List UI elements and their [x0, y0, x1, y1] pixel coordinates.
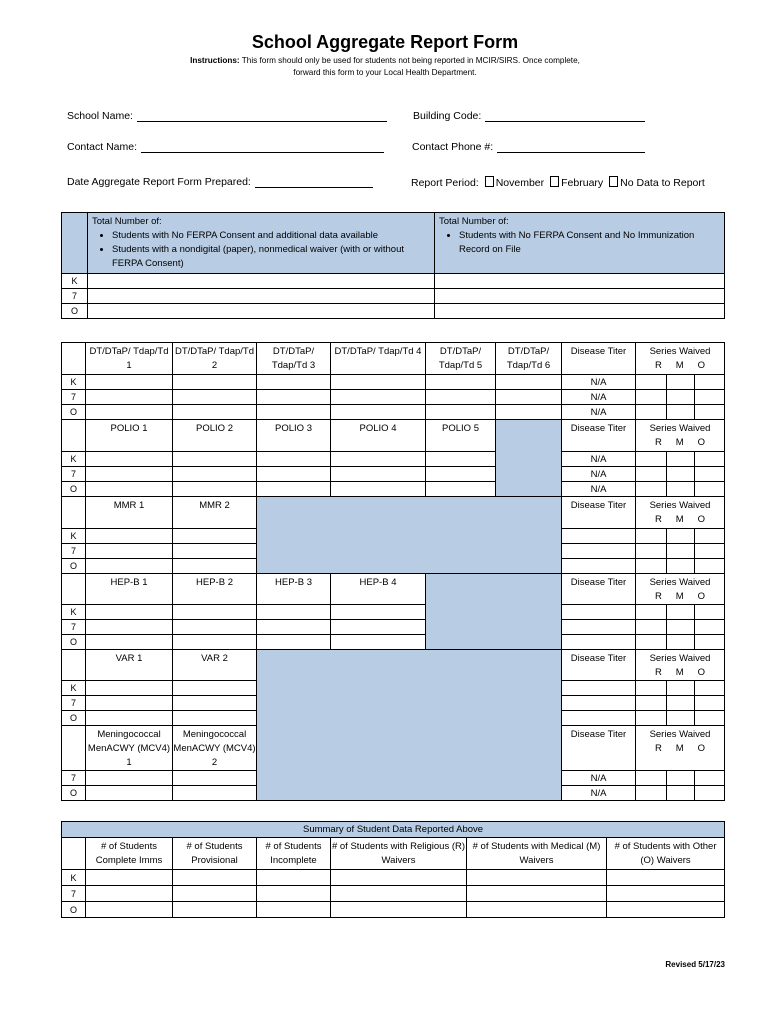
input-cell[interactable]	[607, 886, 725, 902]
summary-medical-header: # of Students with Medical (M) Waivers	[467, 838, 607, 870]
input-cell[interactable]	[562, 605, 636, 620]
input-cell[interactable]	[86, 405, 173, 420]
input-cell[interactable]	[257, 482, 331, 497]
input-cell[interactable]	[667, 390, 695, 405]
row-label: K	[62, 870, 86, 886]
rmo-label: R	[654, 743, 662, 754]
school-name-label: School Name:	[67, 110, 133, 122]
input-cell[interactable]	[257, 870, 331, 886]
rmo-label: R	[654, 591, 662, 602]
disease-titer-header: Disease Titer	[562, 343, 636, 375]
input-cell[interactable]	[257, 390, 331, 405]
input-cell[interactable]	[467, 902, 607, 918]
row-label: K	[62, 605, 86, 620]
input-cell[interactable]	[173, 452, 257, 467]
row-label: O	[62, 711, 86, 726]
summary-incomplete-header: # of Students Incomplete	[257, 838, 331, 870]
polio-5-header: POLIO 5	[426, 420, 496, 452]
hepb-3-header: HEP-B 3	[257, 574, 331, 605]
building-code-field	[413, 110, 645, 122]
input-cell[interactable]	[562, 696, 636, 711]
contact-name-label: Contact Name:	[67, 141, 138, 153]
na-cell: N/A	[562, 467, 636, 482]
checkbox-icon[interactable]	[609, 176, 618, 187]
rmo-label: M	[675, 437, 684, 448]
disease-titer-header: Disease Titer	[562, 650, 636, 681]
rmo-label: R	[654, 360, 662, 371]
rmo-label: R	[654, 514, 662, 525]
input-cell[interactable]	[331, 390, 426, 405]
polio-3-header: POLIO 3	[257, 420, 331, 452]
input-cell[interactable]	[257, 605, 331, 620]
input-cell[interactable]	[86, 635, 173, 650]
input-cell[interactable]	[636, 605, 667, 620]
input-cell[interactable]	[257, 620, 331, 635]
input-cell[interactable]	[86, 544, 173, 559]
row-label: K	[62, 274, 88, 289]
input-cell[interactable]	[667, 452, 695, 467]
input-cell[interactable]	[667, 559, 695, 574]
blank-cell	[62, 726, 86, 771]
contact-name-field	[67, 141, 384, 153]
input-cell[interactable]	[636, 771, 667, 786]
ferpa-left-title: Total Number of:	[92, 216, 162, 227]
row-label: K	[62, 681, 86, 696]
checkbox-icon[interactable]	[485, 176, 494, 187]
row-label: 7	[62, 886, 86, 902]
series-waived-label: Series Waived	[649, 653, 711, 664]
input-cell[interactable]	[173, 529, 257, 544]
polio-2-header: POLIO 2	[173, 420, 257, 452]
input-cell[interactable]	[173, 696, 257, 711]
row-label: O	[62, 304, 88, 319]
na-cell: N/A	[562, 375, 636, 390]
input-cell[interactable]	[173, 681, 257, 696]
input-cell[interactable]	[426, 375, 496, 390]
input-cell[interactable]	[331, 870, 467, 886]
contact-phone-input[interactable]	[497, 142, 645, 153]
dtap-3-header: DT/DTaP/ Tdap/Td 3	[257, 343, 331, 375]
na-cell: N/A	[562, 452, 636, 467]
input-cell[interactable]	[695, 405, 725, 420]
row-label: 7	[62, 620, 86, 635]
input-cell[interactable]	[695, 711, 725, 726]
input-cell[interactable]	[257, 467, 331, 482]
input-cell[interactable]	[667, 696, 695, 711]
input-cell[interactable]	[636, 529, 667, 544]
input-cell[interactable]	[636, 635, 667, 650]
input-cell[interactable]	[257, 375, 331, 390]
input-cell[interactable]	[667, 620, 695, 635]
input-cell[interactable]	[636, 405, 667, 420]
input-cell[interactable]	[173, 467, 257, 482]
ferpa-right-header	[435, 213, 725, 274]
input-cell[interactable]	[331, 620, 426, 635]
input-cell[interactable]	[695, 605, 725, 620]
input-cell[interactable]	[667, 681, 695, 696]
mmr-1-header: MMR 1	[86, 497, 173, 529]
input-cell[interactable]	[496, 375, 562, 390]
input-cell[interactable]	[173, 771, 257, 786]
input-cell[interactable]	[636, 390, 667, 405]
checkbox-icon[interactable]	[550, 176, 559, 187]
period-no-data[interactable]	[609, 177, 705, 189]
input-cell[interactable]	[331, 902, 467, 918]
input-cell[interactable]	[86, 786, 173, 801]
disease-titer-header: Disease Titer	[562, 726, 636, 771]
shaded-cell	[496, 420, 562, 497]
vaccine-table	[61, 342, 725, 801]
row-label: 7	[62, 696, 86, 711]
na-cell: N/A	[562, 482, 636, 497]
row-label: O	[62, 635, 86, 650]
input-cell[interactable]	[331, 605, 426, 620]
input-cell[interactable]	[86, 870, 173, 886]
blank-cell	[62, 574, 86, 605]
input-cell[interactable]	[86, 771, 173, 786]
rmo-label: M	[675, 743, 684, 754]
disease-titer-header: Disease Titer	[562, 420, 636, 452]
input-cell[interactable]	[435, 289, 725, 304]
summary-provisional-header: # of Students Provisional	[173, 838, 257, 870]
period-november-label: November	[495, 177, 545, 189]
rmo-label: O	[697, 360, 706, 371]
report-period-label: Report Period:	[411, 177, 479, 189]
row-label: 7	[62, 544, 86, 559]
input-cell[interactable]	[667, 771, 695, 786]
dtap-2-header: DT/DTaP/ Tdap/Td 2	[173, 343, 257, 375]
input-cell[interactable]	[86, 681, 173, 696]
revised-date: Revised 5/17/23	[665, 960, 725, 969]
input-cell[interactable]	[86, 559, 173, 574]
input-cell[interactable]	[331, 452, 426, 467]
input-cell[interactable]	[695, 452, 725, 467]
series-waived-header	[636, 343, 725, 375]
input-cell[interactable]	[426, 390, 496, 405]
input-cell[interactable]	[173, 559, 257, 574]
input-cell[interactable]	[636, 559, 667, 574]
input-cell[interactable]	[636, 544, 667, 559]
polio-1-header: POLIO 1	[86, 420, 173, 452]
input-cell[interactable]	[426, 467, 496, 482]
dtap-5-header: DT/DTaP/ Tdap/Td 5	[426, 343, 496, 375]
input-cell[interactable]	[331, 886, 467, 902]
period-february[interactable]	[550, 177, 603, 189]
row-label: K	[62, 529, 86, 544]
input-cell[interactable]	[695, 620, 725, 635]
input-cell[interactable]	[695, 544, 725, 559]
contact-phone-field	[412, 141, 645, 153]
input-cell[interactable]	[257, 452, 331, 467]
rmo-label: R	[654, 437, 662, 448]
input-cell[interactable]	[331, 467, 426, 482]
building-code-input[interactable]	[485, 111, 645, 122]
dtap-4-header: DT/DTaP/ Tdap/Td 4	[331, 343, 426, 375]
series-waived-header	[636, 574, 725, 605]
series-waived-header	[636, 726, 725, 771]
input-cell[interactable]	[331, 375, 426, 390]
input-cell[interactable]	[467, 870, 607, 886]
input-cell[interactable]	[636, 786, 667, 801]
disease-titer-header: Disease Titer	[562, 574, 636, 605]
input-cell[interactable]	[667, 544, 695, 559]
row-label: O	[62, 786, 86, 801]
rmo-label: O	[697, 514, 706, 525]
building-code-label: Building Code:	[413, 110, 482, 122]
input-cell[interactable]	[88, 304, 435, 319]
contact-phone-label: Contact Phone #:	[412, 141, 494, 153]
instructions	[180, 55, 590, 79]
row-label: K	[62, 452, 86, 467]
blank-cell	[62, 650, 86, 681]
input-cell[interactable]	[86, 902, 173, 918]
input-cell[interactable]	[86, 605, 173, 620]
shaded-cell	[426, 574, 562, 650]
input-cell[interactable]	[257, 405, 331, 420]
var-1-header: VAR 1	[86, 650, 173, 681]
date-prepared-field	[67, 176, 373, 188]
input-cell[interactable]	[173, 605, 257, 620]
var-2-header: VAR 2	[173, 650, 257, 681]
input-cell[interactable]	[562, 620, 636, 635]
form-title: School Aggregate Report Form	[251, 32, 519, 52]
input-cell[interactable]	[562, 529, 636, 544]
dtap-1-header: DT/DTaP/ Tdap/Td 1	[86, 343, 173, 375]
input-cell[interactable]	[695, 696, 725, 711]
ferpa-right-title: Total Number of:	[439, 216, 509, 227]
input-cell[interactable]	[426, 452, 496, 467]
input-cell[interactable]	[562, 544, 636, 559]
input-cell[interactable]	[88, 289, 435, 304]
series-waived-header	[636, 497, 725, 529]
na-cell: N/A	[562, 771, 636, 786]
na-cell: N/A	[562, 390, 636, 405]
row-label: K	[62, 375, 86, 390]
input-cell[interactable]	[173, 544, 257, 559]
input-cell[interactable]	[636, 452, 667, 467]
contact-name-input[interactable]	[141, 142, 384, 153]
summary-other-header: # of Students with Other (O) Waivers	[607, 838, 725, 870]
date-prepared-input[interactable]	[255, 177, 373, 188]
input-cell[interactable]	[86, 482, 173, 497]
input-cell[interactable]	[86, 711, 173, 726]
rmo-label: M	[675, 591, 684, 602]
input-cell[interactable]	[667, 375, 695, 390]
row-label: 7	[62, 771, 86, 786]
row-label: 7	[62, 467, 86, 482]
input-cell[interactable]	[86, 529, 173, 544]
input-cell[interactable]	[496, 390, 562, 405]
input-cell[interactable]	[257, 902, 331, 918]
input-cell[interactable]	[695, 635, 725, 650]
rmo-label: O	[697, 667, 706, 678]
input-cell[interactable]	[562, 681, 636, 696]
input-cell[interactable]	[173, 786, 257, 801]
ferpa-left-header	[88, 213, 435, 274]
input-cell[interactable]	[426, 482, 496, 497]
row-label: O	[62, 405, 86, 420]
input-cell[interactable]	[695, 681, 725, 696]
input-cell[interactable]	[695, 482, 725, 497]
date-prepared-label: Date Aggregate Report Form Prepared:	[67, 176, 251, 188]
period-no-data-label: No Data to Report	[620, 177, 705, 189]
input-cell[interactable]	[496, 405, 562, 420]
series-waived-header	[636, 650, 725, 681]
row-label: O	[62, 559, 86, 574]
input-cell[interactable]	[562, 635, 636, 650]
input-cell[interactable]	[86, 390, 173, 405]
input-cell[interactable]	[331, 405, 426, 420]
school-name-input[interactable]	[137, 111, 387, 122]
report-period-field	[411, 176, 705, 189]
rmo-label: O	[697, 437, 706, 448]
input-cell[interactable]	[695, 559, 725, 574]
input-cell[interactable]	[667, 635, 695, 650]
disease-titer-header: Disease Titer	[562, 497, 636, 529]
input-cell[interactable]	[257, 635, 331, 650]
input-cell[interactable]	[667, 529, 695, 544]
summary-religious-header: # of Students with Religious (R) Waivers	[331, 838, 467, 870]
series-waived-header	[636, 420, 725, 452]
input-cell[interactable]	[331, 635, 426, 650]
input-cell[interactable]	[426, 405, 496, 420]
series-waived-label: Series Waived	[649, 346, 711, 357]
input-cell[interactable]	[607, 902, 725, 918]
input-cell[interactable]	[562, 559, 636, 574]
row-label: 7	[62, 390, 86, 405]
men-1-header: Meningococcal MenACWY (MCV4) 1	[86, 726, 173, 771]
men-2-header: Meningococcal MenACWY (MCV4) 2	[173, 726, 257, 771]
input-cell[interactable]	[667, 405, 695, 420]
ferpa-left-item: • Students with a nondigital (paper), nonmedical waiver (with or without FERPA Consent)	[112, 243, 430, 271]
school-name-field	[67, 110, 387, 122]
input-cell[interactable]	[467, 886, 607, 902]
na-cell: N/A	[562, 786, 636, 801]
ferpa-corner	[62, 213, 88, 274]
input-cell[interactable]	[636, 482, 667, 497]
input-cell[interactable]	[86, 696, 173, 711]
blank-cell	[62, 343, 86, 375]
rmo-label: M	[675, 360, 684, 371]
mmr-2-header: MMR 2	[173, 497, 257, 529]
input-cell[interactable]	[636, 620, 667, 635]
input-cell[interactable]	[695, 375, 725, 390]
rmo-label: M	[675, 667, 684, 678]
ferpa-table	[61, 212, 725, 319]
input-cell[interactable]	[667, 605, 695, 620]
input-cell[interactable]	[435, 274, 725, 289]
hepb-1-header: HEP-B 1	[86, 574, 173, 605]
instructions-label: Instructions:	[190, 56, 240, 65]
period-february-label: February	[561, 177, 604, 189]
hepb-2-header: HEP-B 2	[173, 574, 257, 605]
input-cell[interactable]	[667, 711, 695, 726]
summary-title: Summary of Student Data Reported Above	[62, 822, 725, 838]
input-cell[interactable]	[636, 696, 667, 711]
input-cell[interactable]	[695, 771, 725, 786]
ferpa-right-item: • Students with No FERPA Consent and No Immunization Record on File	[459, 229, 720, 257]
row-label: 7	[62, 289, 88, 304]
input-cell[interactable]	[173, 902, 257, 918]
input-cell[interactable]	[173, 405, 257, 420]
input-cell[interactable]	[88, 274, 435, 289]
input-cell[interactable]	[86, 375, 173, 390]
input-cell[interactable]	[607, 870, 725, 886]
na-cell: N/A	[562, 405, 636, 420]
input-cell[interactable]	[331, 482, 426, 497]
input-cell[interactable]	[86, 620, 173, 635]
blank-cell	[62, 838, 86, 870]
input-cell[interactable]	[86, 452, 173, 467]
input-cell[interactable]	[435, 304, 725, 319]
input-cell[interactable]	[667, 786, 695, 801]
shaded-cell	[257, 650, 562, 801]
input-cell[interactable]	[86, 467, 173, 482]
instructions-text: This form should only be used for students not being reported in MCIR/SIRS. Once complete, forward this form to your Local Health Department.	[239, 56, 580, 77]
input-cell[interactable]	[173, 375, 257, 390]
series-waived-label: Series Waived	[649, 500, 711, 511]
input-cell[interactable]	[173, 870, 257, 886]
input-cell[interactable]	[86, 886, 173, 902]
hepb-4-header: HEP-B 4	[331, 574, 426, 605]
series-waived-label: Series Waived	[649, 729, 711, 740]
input-cell[interactable]	[636, 681, 667, 696]
rmo-label: M	[675, 514, 684, 525]
input-cell[interactable]	[173, 886, 257, 902]
rmo-label: R	[654, 667, 662, 678]
input-cell[interactable]	[562, 711, 636, 726]
input-cell[interactable]	[695, 467, 725, 482]
shaded-cell	[257, 497, 562, 574]
blank-cell	[62, 420, 86, 452]
input-cell[interactable]	[173, 620, 257, 635]
blank-cell	[62, 497, 86, 529]
dtap-6-header: DT/DTaP/ Tdap/Td 6	[496, 343, 562, 375]
input-cell[interactable]	[173, 482, 257, 497]
input-cell[interactable]	[173, 711, 257, 726]
ferpa-left-item: • Students with No FERPA Consent and additional data available	[112, 229, 430, 243]
input-cell[interactable]	[173, 635, 257, 650]
period-november[interactable]	[485, 177, 544, 189]
input-cell[interactable]	[667, 482, 695, 497]
input-cell[interactable]	[636, 467, 667, 482]
series-waived-label: Series Waived	[649, 423, 711, 434]
polio-4-header: POLIO 4	[331, 420, 426, 452]
input-cell[interactable]	[667, 467, 695, 482]
input-cell[interactable]	[695, 786, 725, 801]
input-cell[interactable]	[173, 390, 257, 405]
rmo-label: O	[697, 591, 706, 602]
series-waived-label: Series Waived	[649, 577, 711, 588]
row-label: O	[62, 902, 86, 918]
rmo-label: O	[697, 743, 706, 754]
input-cell[interactable]	[695, 529, 725, 544]
summary-complete-header: # of Students Complete Imms	[86, 838, 173, 870]
row-label: O	[62, 482, 86, 497]
input-cell[interactable]	[636, 711, 667, 726]
summary-table	[61, 821, 725, 918]
input-cell[interactable]	[257, 886, 331, 902]
input-cell[interactable]	[695, 390, 725, 405]
input-cell[interactable]	[636, 375, 667, 390]
